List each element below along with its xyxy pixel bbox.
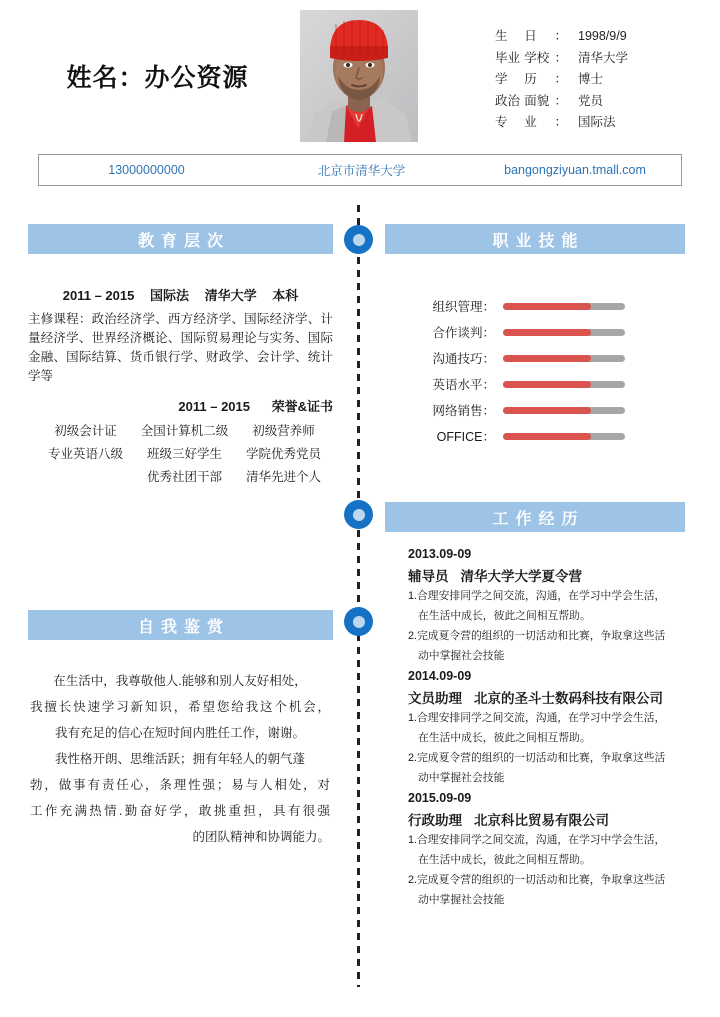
work-detail-line: 2.完成夏令营的组织的一切活动和比赛，争取拿这些活	[408, 874, 666, 886]
work-detail-line: 1.合理安排同学之间交流，沟通，在学习中学会生活，	[408, 590, 666, 602]
skill-progress-track	[503, 329, 625, 336]
personal-info-table	[495, 26, 628, 134]
honor-item: 初级会计证	[54, 424, 117, 438]
contact-address[interactable]: 北京市清华大学	[317, 164, 406, 178]
self-evaluation-line: 我擅长快速学习新知识，希望您给我这个机会，	[30, 700, 330, 714]
honors-row	[28, 420, 333, 443]
contact-bar	[38, 154, 682, 186]
name-block	[30, 58, 285, 94]
honors-label: 荣誉&证书	[271, 399, 333, 414]
skill-progress-fill	[503, 381, 591, 388]
work-item	[408, 547, 688, 665]
section-header-work: 工作经历	[385, 502, 685, 532]
education-body	[28, 285, 333, 386]
education-period: 2011 – 2015	[62, 288, 135, 303]
work-company: 北京科比贸易有限公司	[474, 813, 609, 828]
work-detail-line: 在生活中成长，彼此之间相互帮助。	[418, 732, 591, 744]
skill-progress-fill	[503, 355, 591, 362]
work-company: 清华大学大学夏令营	[460, 569, 582, 584]
info-row	[495, 91, 628, 113]
skill-row	[385, 293, 685, 319]
honors-header	[28, 396, 333, 415]
timeline-dashed-line	[357, 205, 360, 987]
info-row	[495, 69, 628, 91]
info-label: 学 历 ：	[495, 72, 567, 86]
self-evaluation-line: 勃，做事有责任心，条理性强；易与人相处，对	[30, 778, 330, 792]
timeline-dot-icon	[344, 225, 373, 254]
work-detail-line: 1.合理安排同学之间交流，沟通，在学习中学会生活，	[408, 834, 666, 846]
work-title	[408, 809, 688, 829]
education-courses: 主修课程：政治经济学、西方经济学、国际经济学、计量经济学、世界经济概论、国际贸易理论与实务、国际金融、国际结算、货币银行学、财政学、会计学、统计学等	[28, 312, 333, 383]
info-row	[495, 112, 628, 134]
work-detail-line: 1.合理安排同学之间交流，沟通，在学习中学会生活，	[408, 712, 666, 724]
self-evaluation-line: 的团队精神和协调能力。	[192, 830, 330, 844]
info-label: 毕业 学校 ：	[495, 50, 567, 65]
self-evaluation-line: 工作充满热情.勤奋好学，敢挑重担，具有很强	[30, 804, 330, 818]
skill-label: 组织管理：	[432, 300, 495, 314]
honors-row	[28, 443, 333, 466]
contact-phone[interactable]: 13000000000	[108, 163, 185, 177]
honors-row	[28, 466, 333, 489]
education-degree-line	[28, 285, 333, 304]
self-evaluation-line: 我有充足的信心在短时间内胜任工作，谢谢。	[54, 726, 305, 740]
skills-list	[385, 293, 685, 449]
skill-row	[385, 319, 685, 345]
work-position: 文员助理	[408, 691, 462, 706]
self-evaluation-line: 在生活中，我尊敬他人.能够和别人友好相处，	[53, 674, 307, 688]
skill-label: 网络销售：	[432, 404, 495, 418]
resume-header	[0, 0, 720, 148]
honor-item: 优秀社团干部	[146, 470, 222, 484]
work-detail-line: 动中掌握社会技能	[418, 894, 505, 906]
page-title: 姓名：办公资源	[66, 64, 249, 92]
work-title	[408, 565, 688, 585]
info-value: 国际法	[578, 115, 616, 129]
skill-row	[385, 423, 685, 449]
work-date: 2014.09-09	[408, 669, 472, 683]
skill-row	[385, 345, 685, 371]
info-label: 政治 面貌 ：	[495, 93, 567, 108]
info-value: 博士	[578, 72, 604, 86]
section-header-education: 教育层次	[28, 224, 333, 254]
work-date: 2013.09-09	[408, 547, 472, 561]
education-level: 本科	[272, 288, 299, 303]
skill-progress-fill	[503, 303, 591, 310]
skill-progress-track	[503, 433, 625, 440]
work-item	[408, 791, 688, 909]
portrait-photo	[300, 10, 418, 142]
timeline-dot-icon	[344, 607, 373, 636]
skill-label: 合作谈判：	[432, 326, 495, 340]
skill-progress-track	[503, 407, 625, 414]
work-item	[408, 669, 688, 787]
skill-progress-fill	[503, 433, 591, 440]
info-label: 专 业 ：	[495, 115, 567, 129]
work-date: 2015.09-09	[408, 791, 472, 805]
skill-label: OFFICE：	[436, 430, 495, 444]
work-detail-line: 动中掌握社会技能	[418, 650, 505, 662]
education-major: 国际法	[149, 288, 189, 303]
contact-website[interactable]: bangongziyuan.tmall.com	[504, 163, 646, 177]
education-school: 清华大学	[204, 288, 257, 303]
timeline-dot-icon	[344, 500, 373, 529]
work-detail-line: 2.完成夏令营的组织的一切活动和比赛，争取拿这些活	[408, 630, 666, 642]
honor-item: 初级营养师	[252, 424, 315, 438]
work-detail-line: 在生活中成长，彼此之间相互帮助。	[418, 610, 591, 622]
honor-item: 全国计算机二级	[140, 424, 229, 438]
honor-item: 学院优秀党员	[245, 447, 321, 461]
skill-progress-track	[503, 355, 625, 362]
info-value: 清华大学	[578, 50, 629, 65]
work-detail-line: 在生活中成长，彼此之间相互帮助。	[418, 854, 591, 866]
skill-progress-track	[503, 303, 625, 310]
skill-row	[385, 397, 685, 423]
skill-label: 沟通技巧：	[432, 352, 495, 366]
info-value: 党员	[578, 93, 604, 108]
honor-item: 专业英语八级	[47, 447, 123, 461]
skill-progress-track	[503, 381, 625, 388]
skill-progress-fill	[503, 329, 591, 336]
work-detail-line: 动中掌握社会技能	[418, 772, 505, 784]
info-row	[495, 48, 628, 70]
work-position: 辅导员	[408, 569, 449, 584]
honors-period: 2011 – 2015	[178, 399, 250, 414]
work-company: 北京的圣斗士数码科技有限公司	[474, 691, 663, 706]
honor-item: 清华先进个人	[245, 470, 321, 484]
info-row	[495, 26, 628, 48]
portrait-photo-graphic	[300, 10, 418, 142]
honor-item: 班级三好学生	[146, 447, 222, 461]
work-detail-line: 2.完成夏令营的组织的一切活动和比赛，争取拿这些活	[408, 752, 666, 764]
self-evaluation-body	[30, 668, 330, 850]
work-experience-list	[408, 543, 688, 909]
skill-row	[385, 371, 685, 397]
honors-grid	[28, 420, 333, 489]
work-position: 行政助理	[408, 813, 462, 828]
section-header-self-evaluation: 自我鉴赏	[28, 610, 333, 640]
info-label: 生 日 ：	[495, 29, 567, 43]
skill-progress-fill	[503, 407, 591, 414]
skill-label: 英语水平：	[432, 378, 495, 392]
self-evaluation-line: 我性格开朗、思维活跃；拥有年轻人的朝气蓬	[54, 752, 305, 766]
work-title	[408, 687, 688, 707]
section-header-skills: 职业技能	[385, 224, 685, 254]
info-value: 1998/9/9	[578, 29, 627, 43]
